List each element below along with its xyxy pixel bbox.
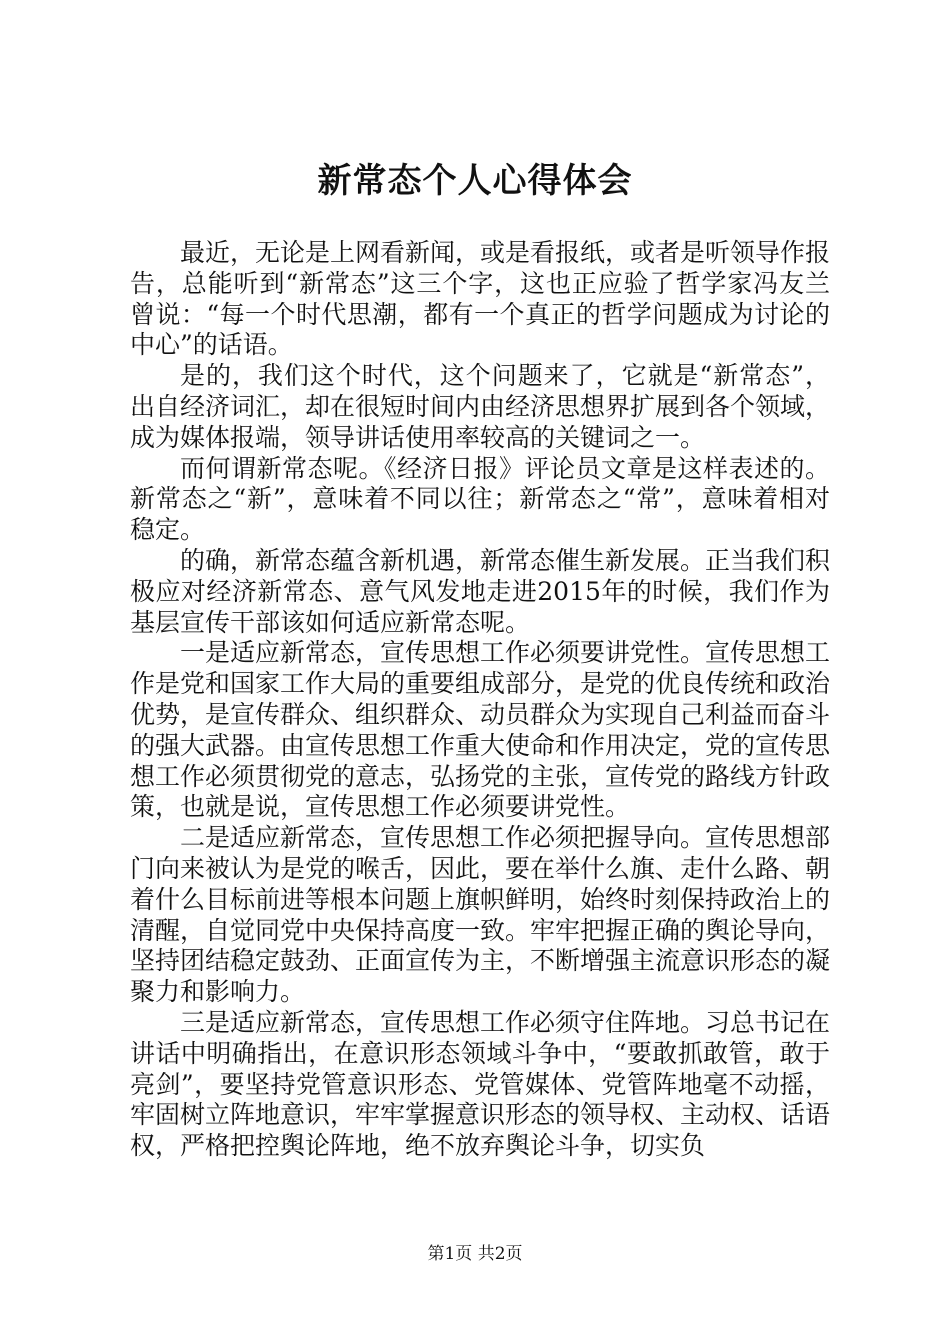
paragraph-6: 二是适应新常态，宣传思想工作必须把握导向。宣传思想部门向来被认为是党的喉舌，因此，要在举什么旗、走什么路、朝着什么目标前进等根本问题上旗帜鲜明，始终时刻保持政治上的清醒，自觉同党中央保持高度一致。牢牢把握正确的舆论导向，坚持团结稳定鼓劲、正面宣传为主，不断增强主流意识形态的凝聚力和影响力。 bbox=[130, 823, 831, 1007]
document-title: 新常态个人心得体会 bbox=[317, 161, 633, 201]
document-body bbox=[130, 238, 830, 1162]
paragraph-5: 一是适应新常态，宣传思想工作必须要讲党性。宣传思想工作是党和国家工作大局的重要组成部分，是党的优良传统和政治优势，是宣传群众、组织群众、动员群众为实现自己利益而奋斗的强大武器。由宣传思想工作重大使命和作用决定，党的宣传思想工作必须贯彻党的意志，弘扬党的主张，宣传党的路线方针政策，也就是说，宣传思想工作必须要讲党性。 bbox=[130, 638, 831, 822]
paragraph-1: 最近，无论是上网看新闻，或是看报纸，或者是听领导作报告，总能听到“新常态”这三个字，这也正应验了哲学家冯友兰曾说：“每一个时代思潮，都有一个真正的哲学问题成为讨论的中心”的话语。 bbox=[130, 238, 831, 360]
paragraph-3: 而何谓新常态呢。《经济日报》评论员文章是这样表述的。新常态之“新”，意味着不同以往；新常态之“常”，意味着相对稳定。 bbox=[130, 453, 830, 545]
paragraph-7: 三是适应新常态，宣传思想工作必须守住阵地。习总书记在讲话中明确指出，在意识形态领域斗争中，“要敢抓敢管，敢于亮剑”，要坚持党管意识形态、党管媒体、党管阵地毫不动摇，牢固树立阵地意识，牢牢掌握意识形态的领导权、主动权、话语权，严格把控舆论阵地，绝不放弃舆论斗争，切实负 bbox=[130, 1007, 831, 1161]
paragraph-2: 是的，我们这个时代，这个问题来了，它就是“新常态”，出自经济词汇，却在很短时间内由经济思想界扩展到各个领域，成为媒体报端，领导讲话使用率较高的关键词之一。 bbox=[130, 361, 831, 452]
page-number-footer: 第1页 共2页 bbox=[427, 1244, 523, 1264]
paragraph-4: 的确，新常态蕴含新机遇，新常态催生新发展。正当我们积极应对经济新常态、意气风发地走进2015年的时候，我们作为基层宣传干部该如何适应新常态呢。 bbox=[130, 545, 831, 637]
